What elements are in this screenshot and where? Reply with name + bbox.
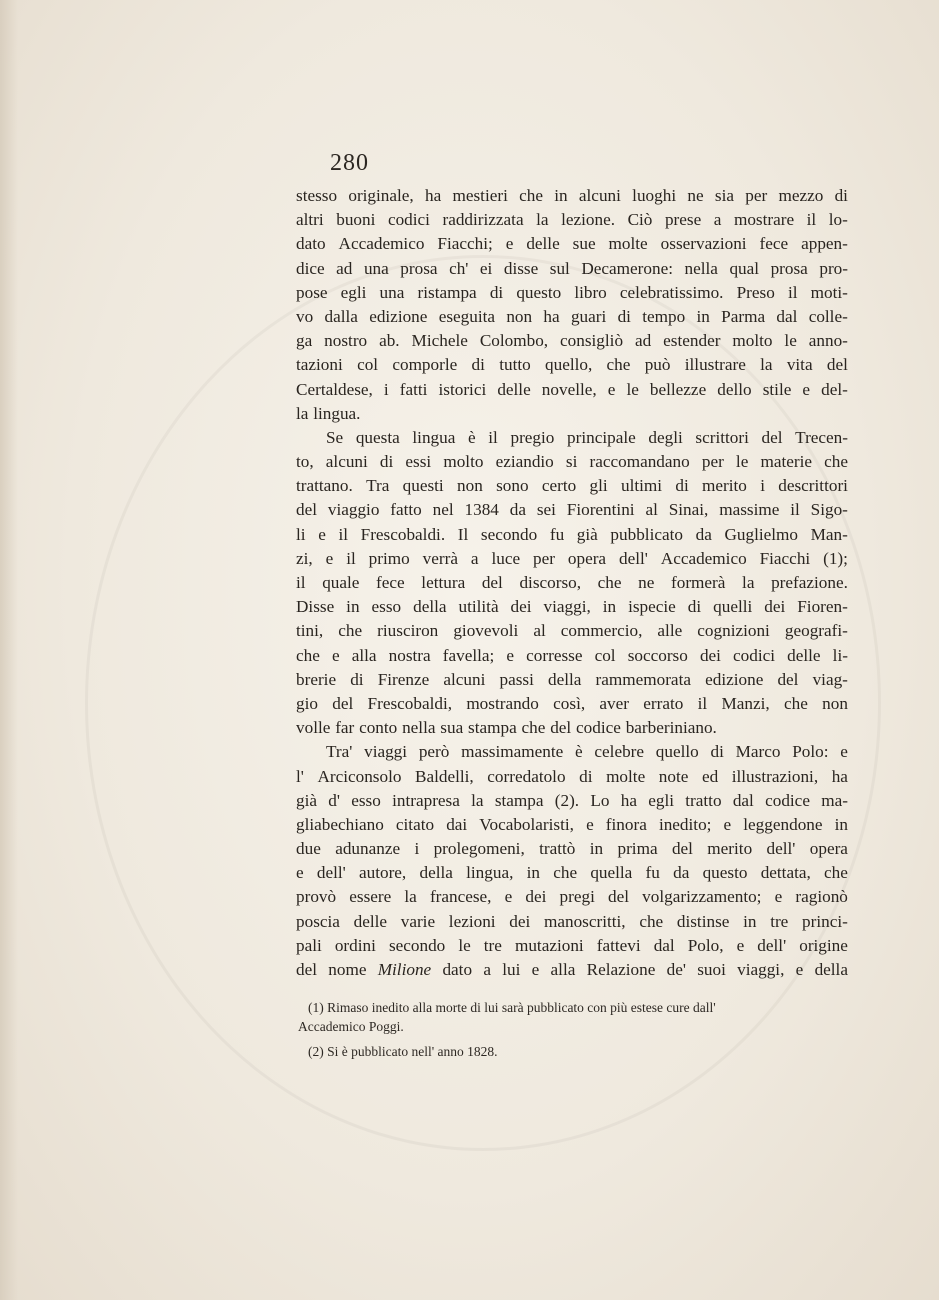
- text-line: pose egli una ristampa di questo libro celebratissimo. Preso il moti-: [296, 282, 848, 302]
- footnote-1: (1) Rimaso inedito alla morte di lui sarà pubblicato con più estese cure dall': [308, 1000, 716, 1015]
- body-text: [296, 184, 848, 982]
- text-line: provò essere la francese, e dei pregi del volgarizzamento; e ragionò: [296, 887, 848, 907]
- text-line: il quale fece lettura del discorso, che ne formerà la prefazione.: [296, 573, 848, 592]
- text-line: due adunanze i prolegomeni, trattò in prima del merito dell' opera: [296, 839, 848, 859]
- text-line: Tra' viaggi però massimamente è celebre quello di Marco Polo: e: [326, 742, 848, 762]
- text-line: dato Accademico Fiacchi; e delle sue molte osservazioni fece appen-: [296, 234, 848, 254]
- text-line: gliabechiano citato dai Vocabolaristi, e finora inedito; e leggendone in: [296, 814, 848, 834]
- text-line: trattano. Tra questi non sono certo gli ultimi di merito i descrittori: [296, 476, 848, 496]
- page-fold-shadow: [0, 0, 18, 1300]
- text-line: già d' esso intrapresa la stampa (2). Lo ha egli tratto dal codice ma-: [296, 790, 848, 810]
- text-line: l' Arciconsolo Baldelli, corredatolo di molte note ed illustrazioni, ha: [296, 766, 848, 786]
- paragraph-3: [296, 740, 848, 982]
- text-line: li e il Frescobaldi. Il secondo fu già pubblicato da Guglielmo Man-: [296, 524, 848, 544]
- text-line: zi, e il primo verrà a luce per opera dell' Accademico Fiacchi (1);: [296, 548, 848, 568]
- text-line: tazioni col comporle di tutto quello, che può illustrare la vita del: [296, 355, 848, 375]
- text-line: la lingua.: [296, 403, 361, 423]
- text-line: brerie di Firenze alcuni passi della rammemorata edizione del viag-: [296, 669, 848, 689]
- text-line: e dell' autore, della lingua, in che quella fu da questo dettata, che: [296, 863, 848, 883]
- text-line: che e alla nostra favella; e corresse col soccorso dei codici delle li-: [296, 645, 848, 665]
- text-line: stesso originale, ha mestieri che in alcuni luoghi ne sia per mezzo di: [296, 186, 848, 205]
- text-line: to, alcuni di essi molto eziandio si raccomandano per le materie che: [296, 452, 848, 472]
- text-line: pali ordini secondo le tre mutazioni fattevi dal Polo, e dell' origine: [296, 935, 848, 955]
- text-line: altri buoni codici raddirizzata la lezione. Ciò prese a mostrare il lo-: [296, 210, 848, 230]
- text-line: dice ad una prosa ch' ei disse sul Decamerone: nella qual prosa pro-: [296, 258, 848, 278]
- text-line: Se questa lingua è il pregio principale degli scrittori del Trecen-: [326, 427, 848, 447]
- footnote-1-continuation: Accademico Poggi.: [298, 1019, 404, 1034]
- text-line: ga nostro ab. Michele Colombo, consigliò ad estender molto le anno-: [296, 331, 848, 351]
- text-line: del viaggio fatto nel 1384 da sei Fiorentini al Sinai, massime il Sigo-: [296, 500, 848, 520]
- text-line: Disse in esso della utilità dei viaggi, in ispecie di quelli dei Fioren-: [296, 597, 848, 617]
- paragraph-1: [296, 184, 848, 426]
- text-line: Certaldese, i fatti istorici delle novelle, e le bellezze dello stile e del-: [296, 379, 848, 399]
- page-number: 280: [330, 150, 369, 176]
- text-line: del nome Milione dato a lui e alla Relazione de' suoi viaggi, e della: [296, 960, 848, 979]
- text-line: volle far conto nella sua stampa che del codice barberiniano.: [296, 718, 717, 738]
- text-line: poscia delle varie lezioni dei manoscritti, che distinse in tre princi-: [296, 911, 848, 931]
- text-line: vo dalla edizione eseguita non ha guari di tempo in Parma dal colle-: [296, 306, 848, 326]
- footnote-2: (2) Si è pubblicato nell' anno 1828.: [308, 1044, 498, 1059]
- paragraph-2: [296, 426, 848, 740]
- footnotes: [298, 998, 848, 1061]
- text-line: gio del Frescobaldi, mostrando così, aver errato il Manzi, che non: [296, 693, 848, 713]
- text-line: tini, che riusciron giovevoli al commercio, alle cognizioni geografi-: [296, 621, 848, 641]
